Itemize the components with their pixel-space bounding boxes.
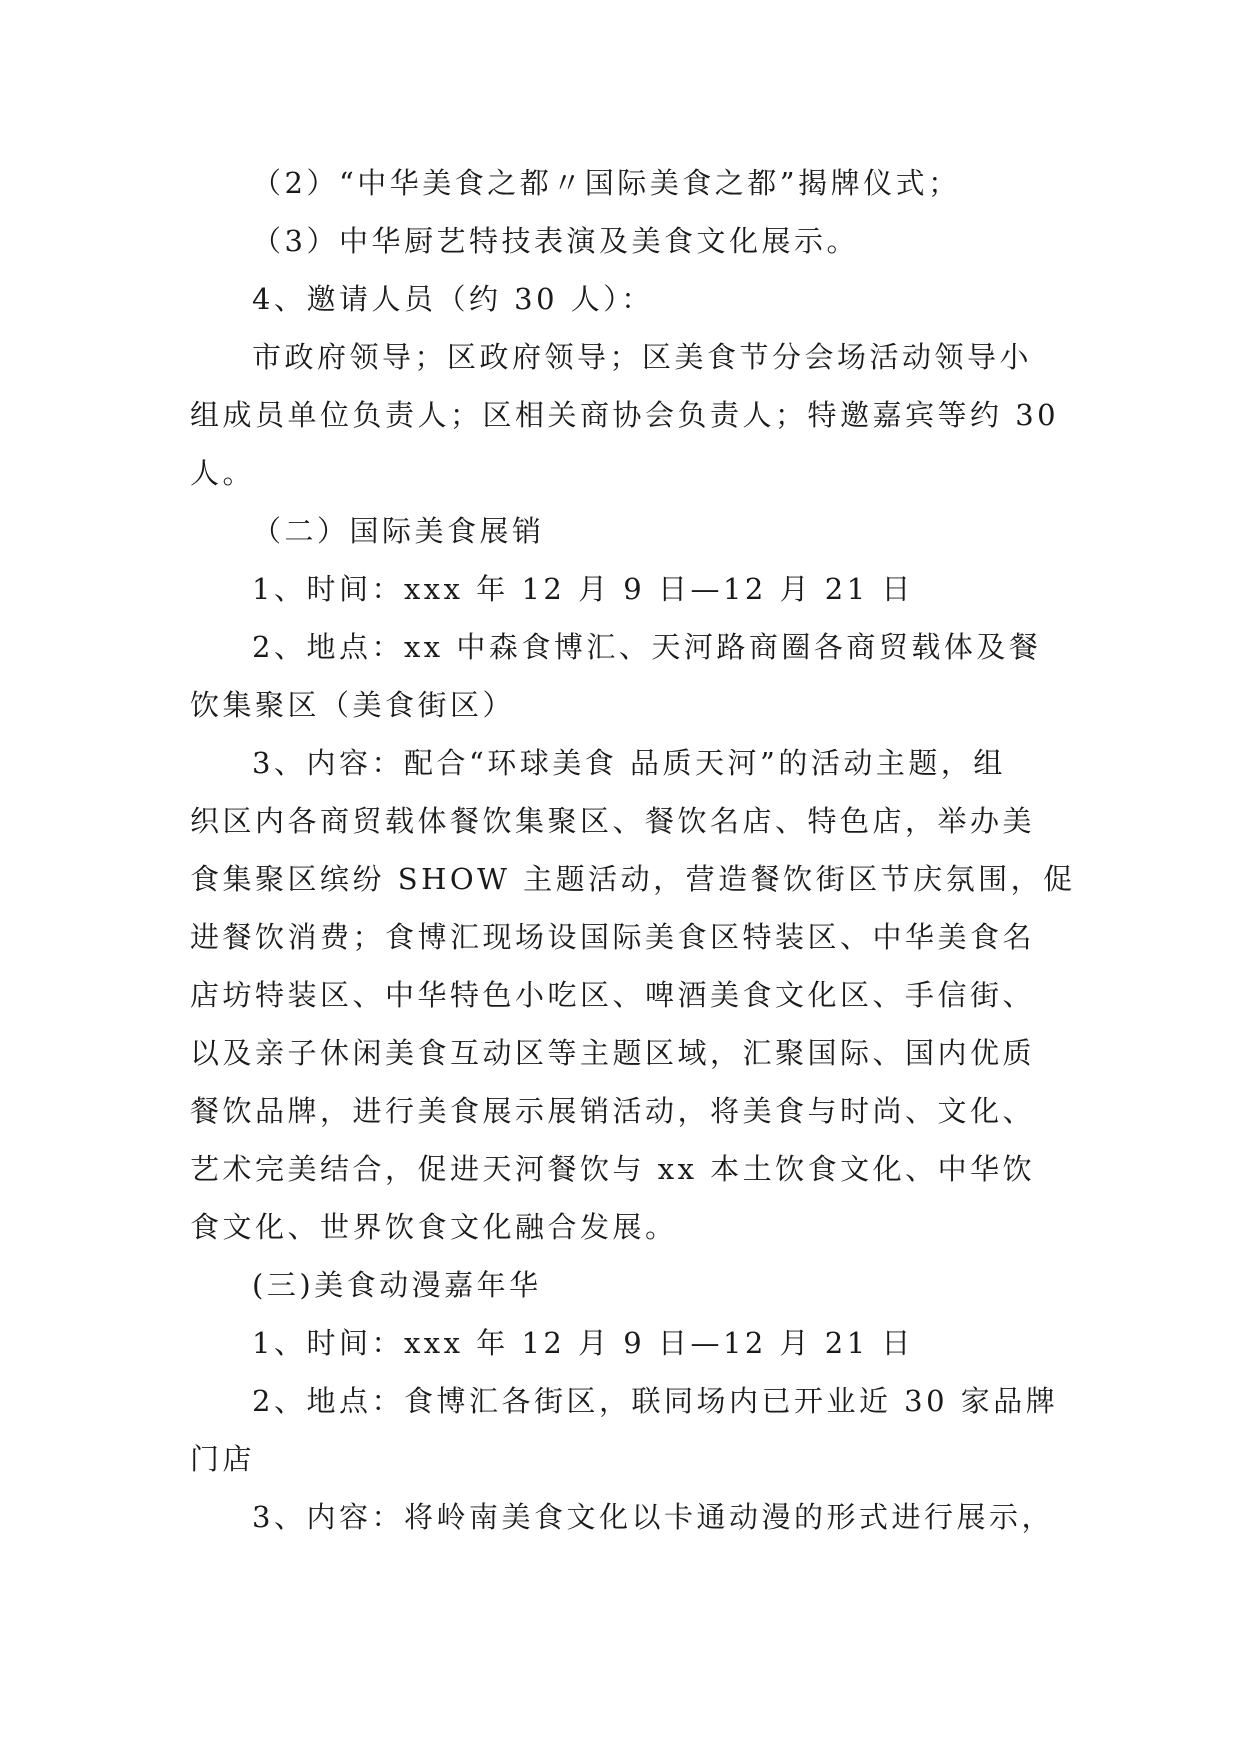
text-line: （3）中华厨艺特技表演及美食文化展示。 bbox=[252, 224, 859, 258]
paragraph-invitees-heading bbox=[190, 270, 1060, 328]
text-line: 3、内容：将岭南美食文化以卡通动漫的形式进行展示， bbox=[252, 1500, 1054, 1534]
text-line: 饮集聚区（美食街区） bbox=[190, 688, 516, 722]
text-line: （二）国际美食展销 bbox=[252, 514, 545, 548]
text-line: （2）“中华美食之都〃国际美食之都”揭牌仪式； bbox=[252, 166, 961, 200]
text-line: 1、时间：xxx 年 12 月 9 日—12 月 21 日 bbox=[252, 572, 914, 606]
text-line: 店坊特装区、中华特色小吃区、啤酒美食文化区、手信街、 bbox=[190, 978, 1036, 1012]
text-line: 织区内各商贸载体餐饮集聚区、餐饮名店、特色店，举办美 bbox=[190, 804, 1036, 838]
section-heading-international-food-expo bbox=[190, 502, 1060, 560]
text-line: 食集聚区缤纷 SHOW 主题活动，营造餐饮街区节庆氛围，促 bbox=[190, 862, 1076, 896]
text-line: 2、地点：食博汇各街区，联同场内已开业近 30 家品牌 bbox=[252, 1384, 1059, 1418]
text-line: 餐饮品牌，进行美食展示展销活动，将美食与时尚、文化、 bbox=[190, 1094, 1036, 1128]
paragraph-expo-content bbox=[190, 734, 1076, 1256]
document-body bbox=[190, 154, 1076, 1546]
paragraph-expo-time bbox=[190, 560, 1060, 618]
paragraph-expo-location bbox=[190, 618, 1060, 734]
paragraph-carnival-content bbox=[190, 1488, 1060, 1546]
text-line: 市政府领导；区政府领导；区美食节分会场活动领导小 bbox=[252, 340, 1033, 374]
paragraph-carnival-time bbox=[190, 1314, 1060, 1372]
text-line: 2、地点：xx 中森食博汇、天河路商圈各商贸载体及餐 bbox=[252, 630, 1042, 664]
paragraph-cooking-show bbox=[190, 212, 1060, 270]
paragraph-unveiling-ceremony bbox=[190, 154, 1060, 212]
text-line: 人。 bbox=[190, 456, 256, 490]
paragraph-carnival-location bbox=[190, 1372, 1060, 1488]
text-line: 进餐饮消费；食博汇现场设国际美食区特装区、中华美食名 bbox=[190, 920, 1036, 954]
text-line: 组成员单位负责人；区相关商协会负责人；特邀嘉宾等约 30 bbox=[190, 398, 1060, 432]
text-line: 食文化、世界饮食文化融合发展。 bbox=[190, 1210, 678, 1244]
text-line: 1、时间：xxx 年 12 月 9 日—12 月 21 日 bbox=[252, 1326, 914, 1360]
paragraph-invitees-list bbox=[190, 328, 1060, 502]
text-line: 门店 bbox=[190, 1442, 256, 1476]
section-heading-anime-carnival bbox=[190, 1256, 1060, 1314]
text-line: 3、内容：配合“环球美食 品质天河”的活动主题，组 bbox=[252, 746, 1006, 780]
text-line: 艺术完美结合，促进天河餐饮与 xx 本土饮食文化、中华饮 bbox=[190, 1152, 1036, 1186]
text-line: 4、邀请人员（约 30 人）： bbox=[252, 282, 654, 316]
text-line: 以及亲子休闲美食互动区等主题区域，汇聚国际、国内优质 bbox=[190, 1036, 1036, 1070]
text-line: (三)美食动漫嘉年华 bbox=[252, 1268, 542, 1302]
